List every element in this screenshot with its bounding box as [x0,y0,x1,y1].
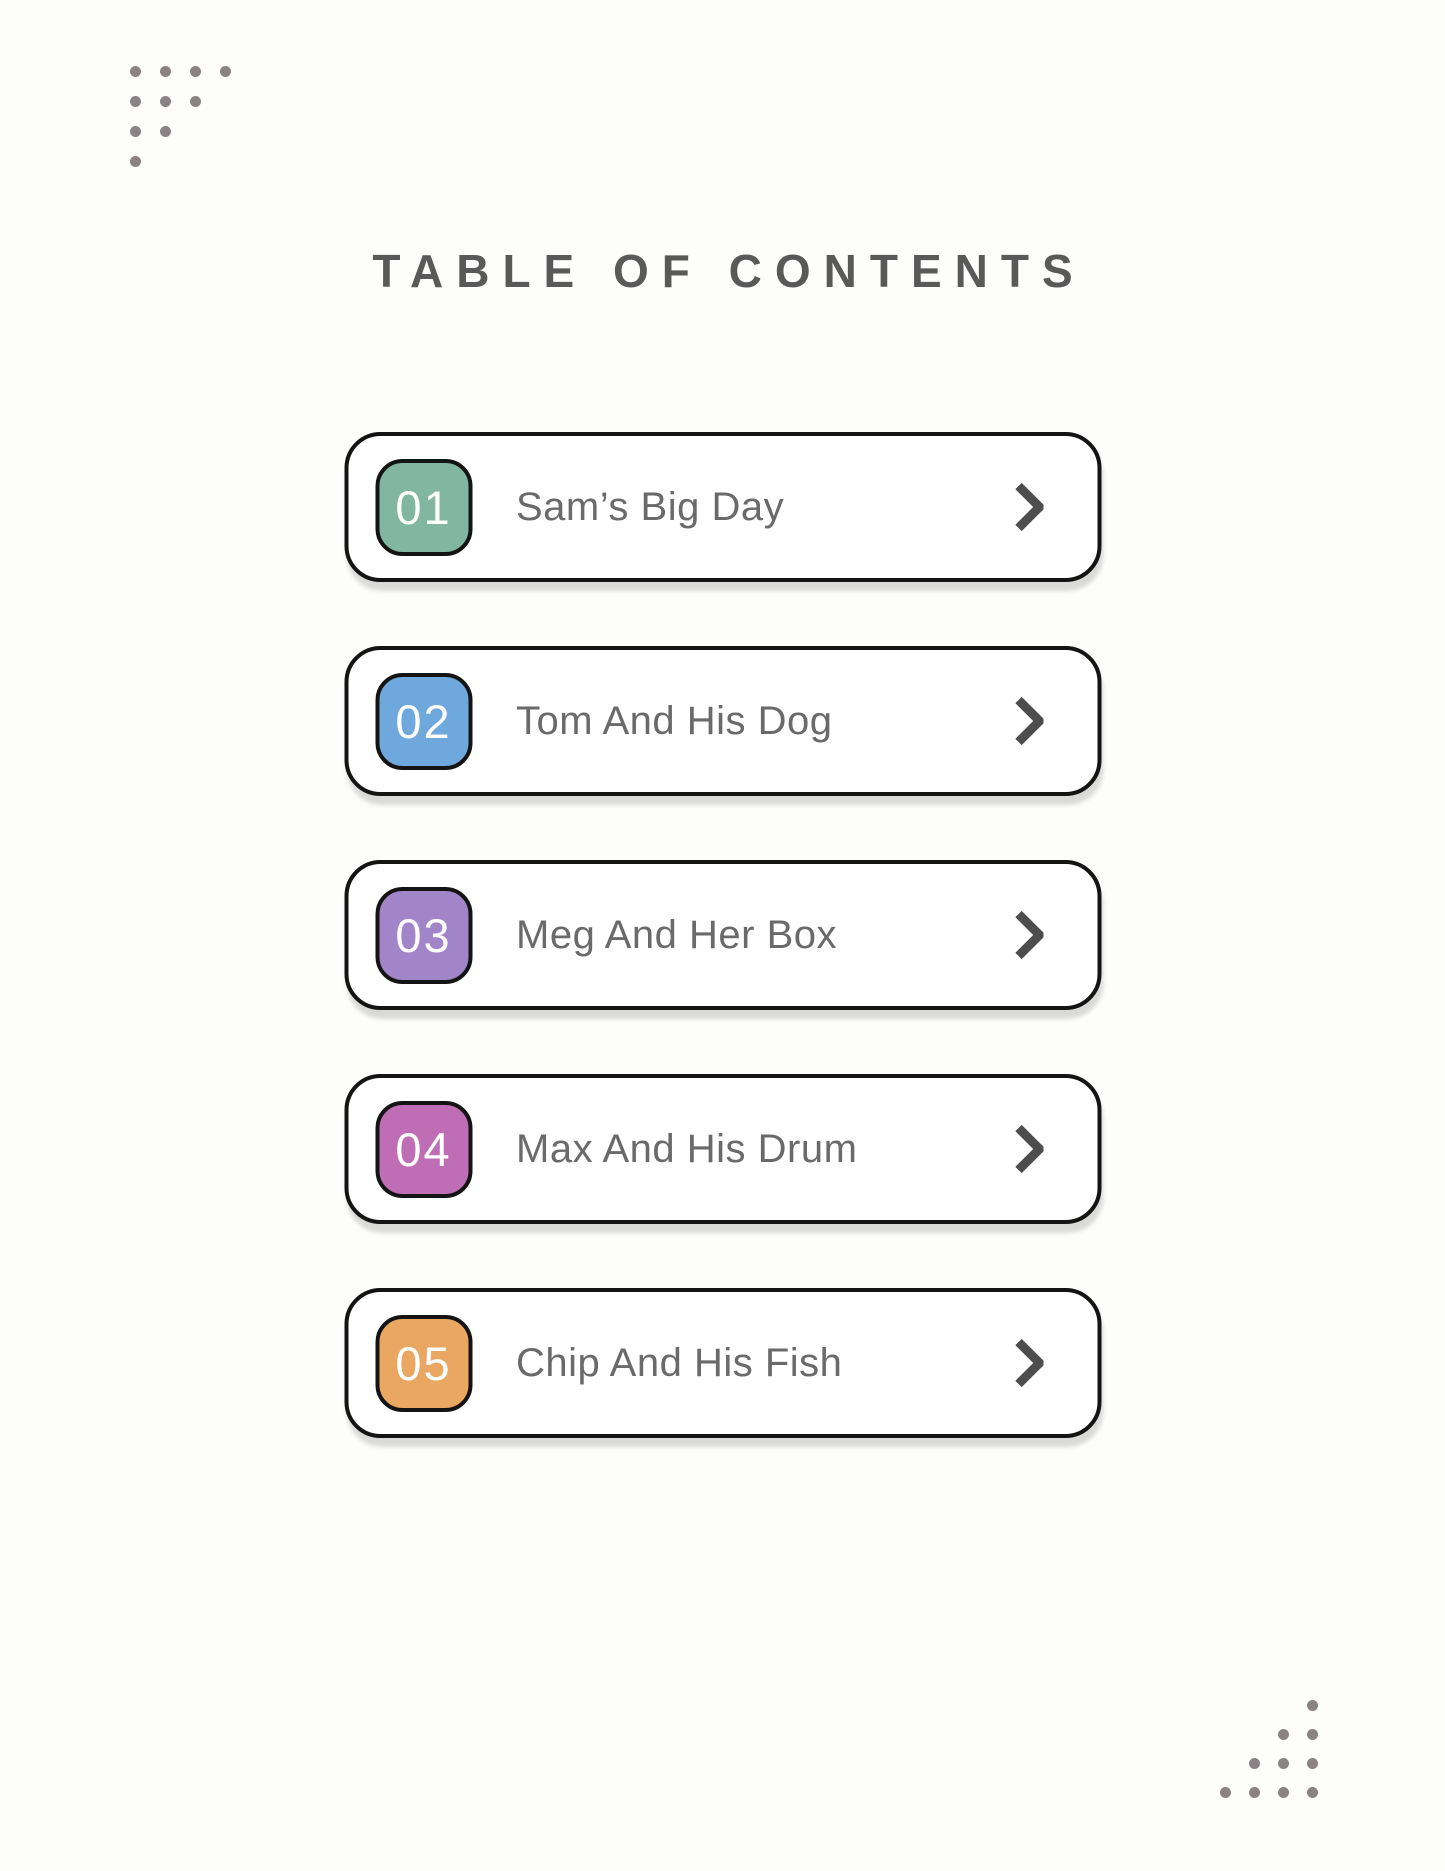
chapter-number-badge: 05 [375,1315,472,1412]
chapter-title: Max And His Drum [516,1126,858,1171]
chapter-number-badge: 04 [375,1101,472,1198]
dots-row [130,66,231,77]
dots-row [1220,1787,1318,1798]
chevron-right-icon[interactable] [1013,910,1043,960]
dots-row [130,96,231,107]
chapter-title: Meg And Her Box [516,912,837,957]
toc-item-3[interactable] [344,860,1101,1010]
chevron-right-icon[interactable] [1013,482,1043,532]
chapter-number-badge: 02 [375,673,472,770]
dots-row [130,126,231,137]
page-title: TABLE OF CONTENTS [372,245,1086,297]
chapter-title: Chip And His Fish [516,1340,843,1385]
chapter-number-badge: 03 [375,887,472,984]
dots-row [130,156,231,167]
chevron-right-icon[interactable] [1013,1338,1043,1388]
decorative-dots-bottom-right [1220,1700,1318,1816]
toc-item-2[interactable] [344,646,1101,796]
dots-row [1220,1700,1318,1711]
dots-row [1220,1729,1318,1740]
toc-item-4[interactable] [344,1074,1101,1224]
toc-item-5[interactable] [344,1288,1101,1438]
toc-list [344,432,1101,1438]
toc-item-1[interactable] [344,432,1101,582]
chapter-title: Tom And His Dog [516,698,833,743]
chevron-right-icon[interactable] [1013,1124,1043,1174]
chapter-number-badge: 01 [375,459,472,556]
chevron-right-icon[interactable] [1013,696,1043,746]
dots-row [1220,1758,1318,1769]
decorative-dots-top-left [130,66,231,186]
chapter-title: Sam’s Big Day [516,484,785,529]
